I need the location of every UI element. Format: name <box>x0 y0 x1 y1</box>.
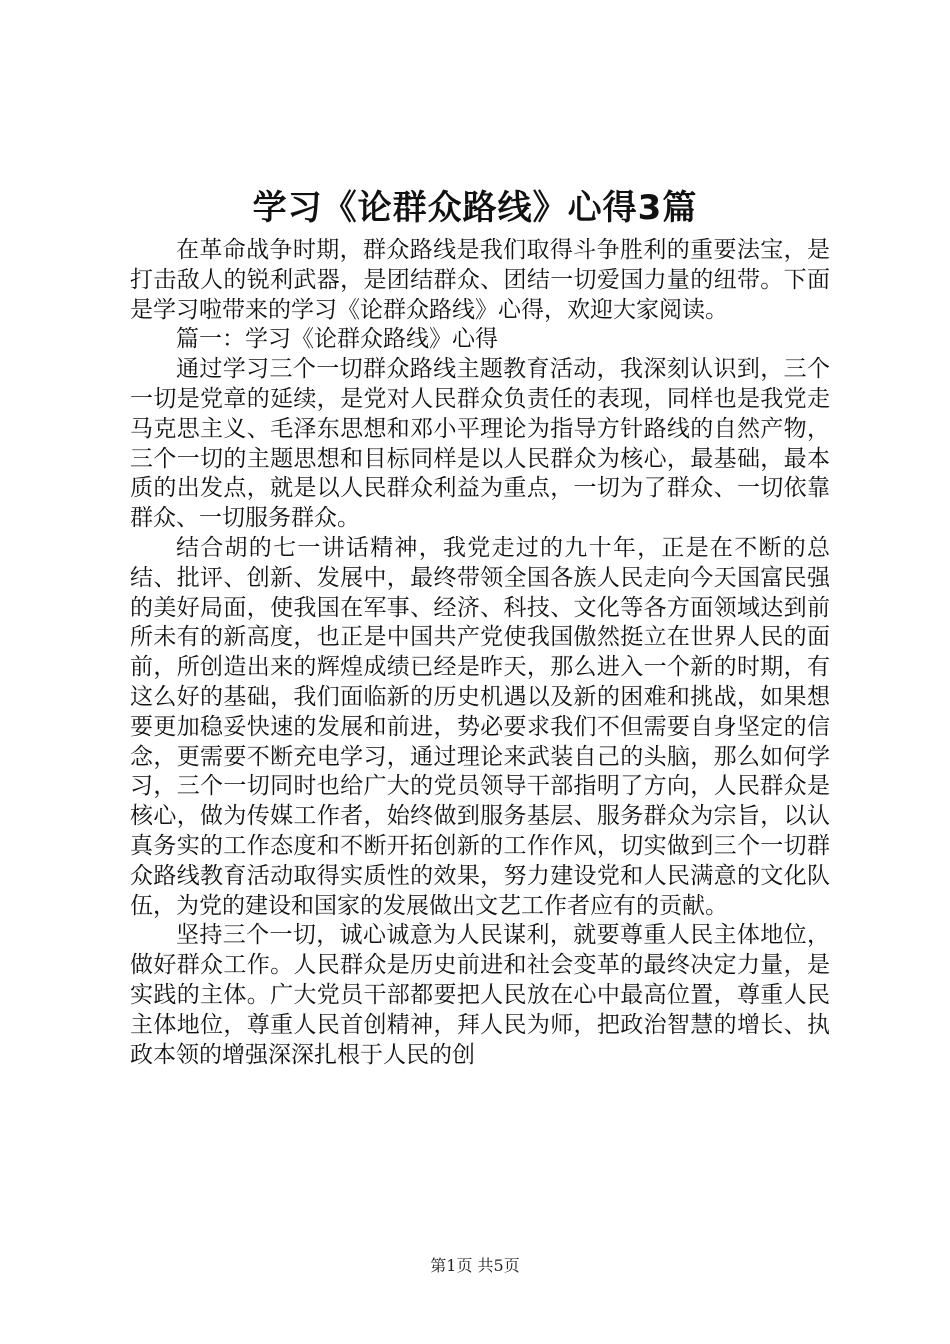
intro-paragraph: 在革命战争时期，群众路线是我们取得斗争胜利的重要法宝，是打击敌人的锐利武器，是团结群众、团结一切爱国力量的纽带。下面是学习啦带来的学习《论群众路线》心得，欢迎大家阅读。 <box>130 237 830 323</box>
section-heading: 篇一：学习《论群众路线》心得 <box>176 326 498 353</box>
page-footer: 第1页 共5页 <box>430 1256 520 1275</box>
document-body <box>130 236 830 1070</box>
body-paragraph: 坚持三个一切，诚心诚意为人民谋利，就要尊重人民主体地位，做好群众工作。人民群众是历史前进和社会变革的最终决定力量，是实践的主体。广大党员干部都要把人民放在心中最高位置，尊重人民主体地位，尊重人民首创精神，拜人民为师，把政治智慧的增长、执政本领的增强深深扎根于人民的创 <box>130 922 830 1068</box>
body-paragraph: 结合胡的七一讲话精神，我党走过的九十年，正是在不断的总结、批评、创新、发展中，最终带领全国各族人民走向今天国富民强的美好局面，使我国在军事、经济、科技、文化等各方面领域达到前所未有的新高度，也正是中国共产党使我国傲然挺立在世界人民的面前，所创造出来的辉煌成绩已经是昨天，那么进入一个新的时期，有这么好的基础，我们面临新的历史机遇以及新的困难和挑战，如果想要更加稳妥快速的发展和前进，势必要求我们不但需要自身坚定的信念，更需要不断充电学习，通过理论来武装自己的头脑，那么如何学习，三个一切同时也给广大的党员领导干部指明了方向，人民群众是核心，做为传媒工作者，始终做到服务基层、服务群众为宗旨，以认真务实的工作态度和不断开拓创新的工作作风，切实做到三个一切群众路线教育活动取得实质性的效果，努力建设党和人民满意的文化队伍，为党的建设和国家的发展做出文艺工作者应有的贡献。 <box>130 534 830 919</box>
document-title: 学习《论群众路线》心得3篇 <box>252 188 698 228</box>
body-paragraph: 通过学习三个一切群众路线主题教育活动，我深刻认识到，三个一切是党章的延续，是党对人民群众负责任的表现，同样也是我党走马克思主义、毛泽东思想和邓小平理论为指导方针路线的自然产物，三个一切的主题思想和目标同样是以人民群众为核心，最基础，最本质的出发点，就是以人民群众利益为重点，一切为了群众、一切依靠群众、一切服务群众。 <box>130 356 830 532</box>
